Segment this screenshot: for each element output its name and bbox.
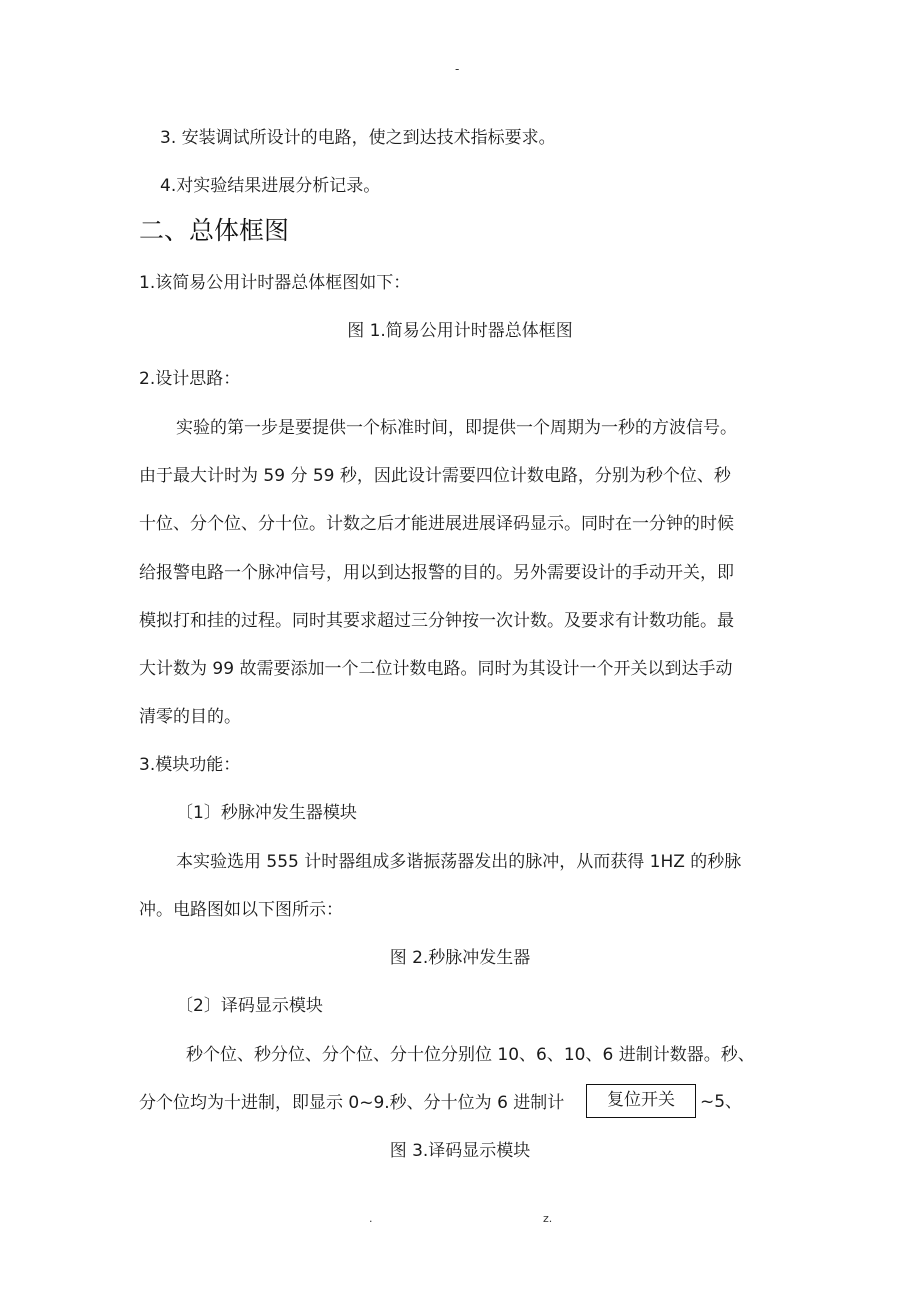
paragraph-line: 本实验选用 555 计时器组成多谐振荡器发出的脉冲，从而获得 1HZ 的秒脉 [176,852,742,872]
paragraph-line: 实验的第一步是要提供一个标准时间，即提供一个周期为一秒的方波信号。 [176,418,737,438]
footer-right-mark: z. [543,1212,553,1225]
paragraph-block-diagram-intro: 1.该简易公用计时器总体框图如下： [139,273,411,293]
subheading-module-functions: 3.模块功能： [139,755,241,775]
paragraph-line: 给报警电路一个脉冲信号，用以到达报警的目的。另外需要设计的手动开关，即 [139,563,734,583]
paragraph-line: 秒个位、秒分位、分个位、分十位分别位 10、6、10、6 进制计数器。秒、 [186,1045,755,1065]
section-title: 二、总体框图 [139,216,290,245]
paragraph-line: 分个位均为十进制，即显示 0~9.秒、分十位为 6 进制计 [139,1093,565,1113]
footer-left-mark: . [369,1212,373,1225]
paragraph-line: 十位、分个位、分十位。计数之后才能进展进展译码显示。同时在一分钟的时候 [139,514,734,534]
list-item-4: 4.对实验结果进展分析记录。 [160,176,381,196]
paragraph-line-tail: ~5、 [700,1092,743,1112]
module-heading-2: 〔2〕译码显示模块 [176,996,323,1016]
paragraph-line: 清零的目的。 [139,707,241,727]
header-mark: - [455,62,460,76]
paragraph-line: 由于最大计时为 59 分 59 秒，因此设计需要四位计数电路，分别为秒个位、秒 [139,466,731,486]
paragraph-line: 冲。电路图如以下图所示： [139,900,343,920]
paragraph-line: 模拟打和挂的过程。同时其要求超过三分钟按一次计数。及要求有计数功能。最 [139,611,734,631]
paragraph-line: 大计数为 99 故需要添加一个二位计数电路。同时为其设计一个开关以到达手动 [139,659,733,679]
module-heading-1: 〔1〕秒脉冲发生器模块 [176,803,357,823]
figure-caption-2: 图 2.秒脉冲发生器 [389,948,531,968]
subheading-design-idea: 2.设计思路： [139,369,241,389]
figure-caption-1: 图 1.简易公用计时器总体框图 [347,321,573,341]
figure-caption-3: 图 3.译码显示模块 [389,1141,531,1161]
list-item-3: 3. 安装调试所设计的电路，使之到达技术指标要求。 [160,128,556,148]
reset-switch-box: 复位开关 [586,1084,696,1118]
